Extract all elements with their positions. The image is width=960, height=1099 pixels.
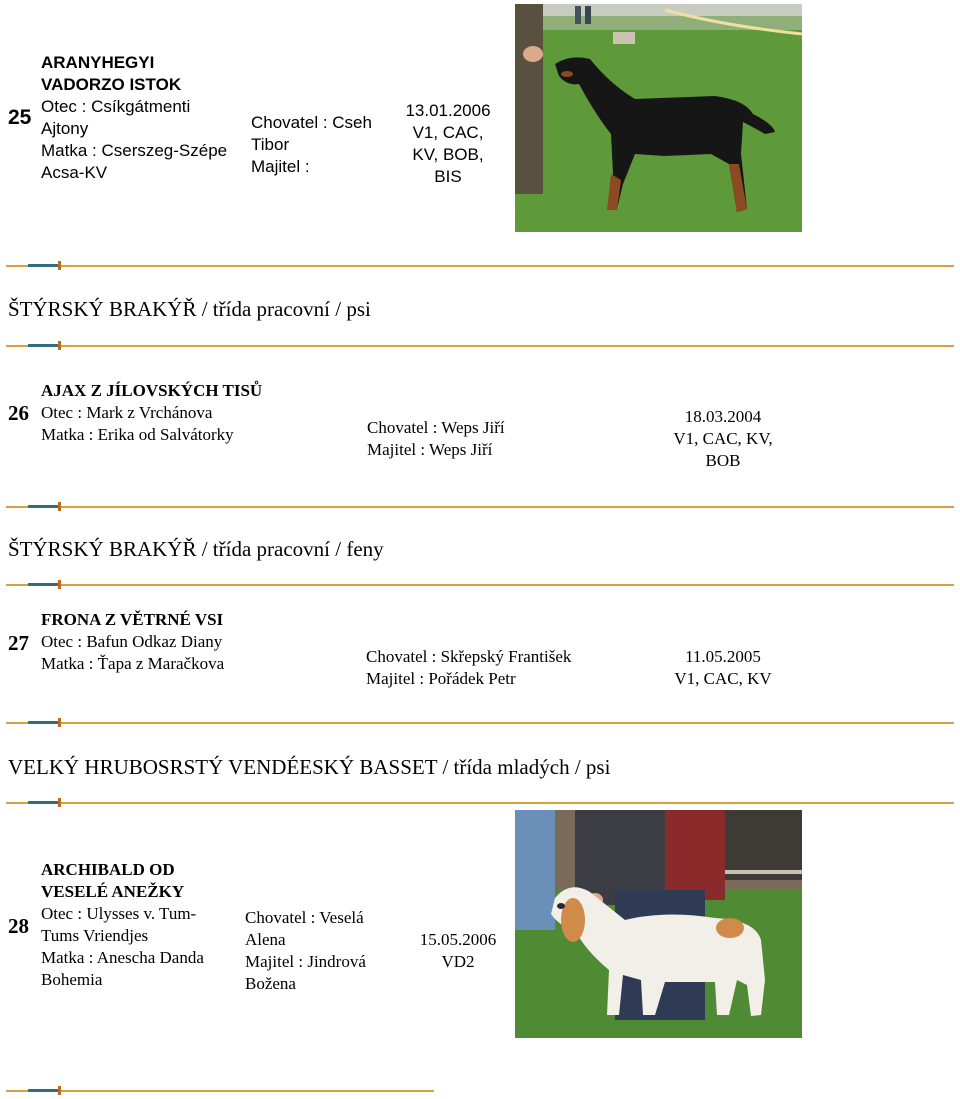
dog-photo [515, 4, 802, 232]
breeder-line: Alena [245, 930, 286, 949]
breeder-line: Chovatel : Cseh [251, 113, 372, 132]
separator [6, 339, 954, 351]
dog-parents [41, 96, 227, 184]
breeder-line: Chovatel : Skřepský František [366, 647, 572, 666]
dam-line: Acsa-KV [41, 163, 108, 182]
breeder-owner [251, 112, 372, 178]
entry-number: 28 [8, 914, 29, 938]
separator [6, 716, 954, 728]
separator [6, 500, 954, 512]
dam-line: Matka : Cserszeg-Szépe [41, 141, 228, 160]
section-heading: ŠTÝRSKÝ BRAKÝŘ / třída pracovní / feny [8, 537, 384, 561]
breeder-line: Chovatel : Weps Jiří [367, 418, 505, 437]
sire-line: Otec : Csíkgátmenti [41, 97, 191, 116]
show-date: 13.01.2006 [405, 101, 491, 120]
dog-name: ARCHIBALD OD VESELÉ ANEŽKY [41, 860, 185, 901]
owner-line: Majitel : Pořádek Petr [366, 669, 516, 688]
dog-parents [41, 631, 224, 675]
owner-line: Božena [245, 974, 296, 993]
separator [6, 1084, 434, 1096]
dog-name: ARANYHEGYI VADORZO ISTOK [41, 53, 182, 94]
section-heading: VELKÝ HRUBOSRSTÝ VENDÉESKÝ BASSET / třída mladých / psi [8, 755, 611, 779]
show-date: 11.05.2005 [685, 647, 761, 666]
dog-parents [41, 402, 234, 446]
sire-line: Otec : Mark z Vrchánova [41, 403, 213, 422]
show-result: 11.05.2005 V1, CAC, KV [648, 646, 798, 690]
entry-number: 25 [8, 106, 32, 129]
separator [6, 796, 954, 808]
entry-number: 27 [8, 631, 29, 655]
dam-line: Bohemia [41, 970, 103, 989]
dam-line: Matka : Ťapa z Maračkova [41, 654, 225, 673]
dog-name: AJAX Z JÍLOVSKÝCH TISŮ [41, 381, 263, 400]
breeder-line: Tibor [251, 135, 290, 154]
dam-line: Matka : Anescha Danda [41, 948, 204, 967]
sire-line: Tums Vriendjes [41, 926, 149, 945]
owner-line: Majitel : Jindrová [245, 952, 366, 971]
show-date: 18.03.2004 [684, 407, 762, 426]
owner-line: Majitel : [251, 157, 310, 176]
dog-name: FRONA Z VĚTRNÉ VSI [41, 610, 224, 629]
dog-photo [515, 810, 802, 1038]
breeder-line: Chovatel : Veselá [245, 908, 364, 927]
sire-line: Otec : Ulysses v. Tum- [41, 904, 197, 923]
section-heading: ŠTÝRSKÝ BRAKÝŘ / třída pracovní / psi [8, 297, 371, 321]
dam-line: Matka : Erika od Salvátorky [41, 425, 234, 444]
show-result: 18.03.2004 V1, CAC, KV, BOB [648, 406, 798, 472]
sire-line: Otec : Bafun Odkaz Diany [41, 632, 223, 651]
breeder-owner [366, 646, 571, 690]
sire-line: Ajtony [41, 119, 89, 138]
owner-line: Majitel : Weps Jiří [367, 440, 493, 459]
separator [6, 259, 954, 271]
show-date: 15.05.2006 [419, 930, 497, 949]
show-result: 15.05.2006 VD2 [408, 929, 508, 973]
breeder-owner [245, 907, 366, 995]
breeder-owner [367, 417, 505, 461]
show-result: 13.01.2006 V1, CAC, KV, BOB, BIS [398, 100, 498, 188]
entry-number: 26 [8, 401, 29, 425]
separator [6, 578, 954, 590]
dog-parents [41, 903, 204, 991]
